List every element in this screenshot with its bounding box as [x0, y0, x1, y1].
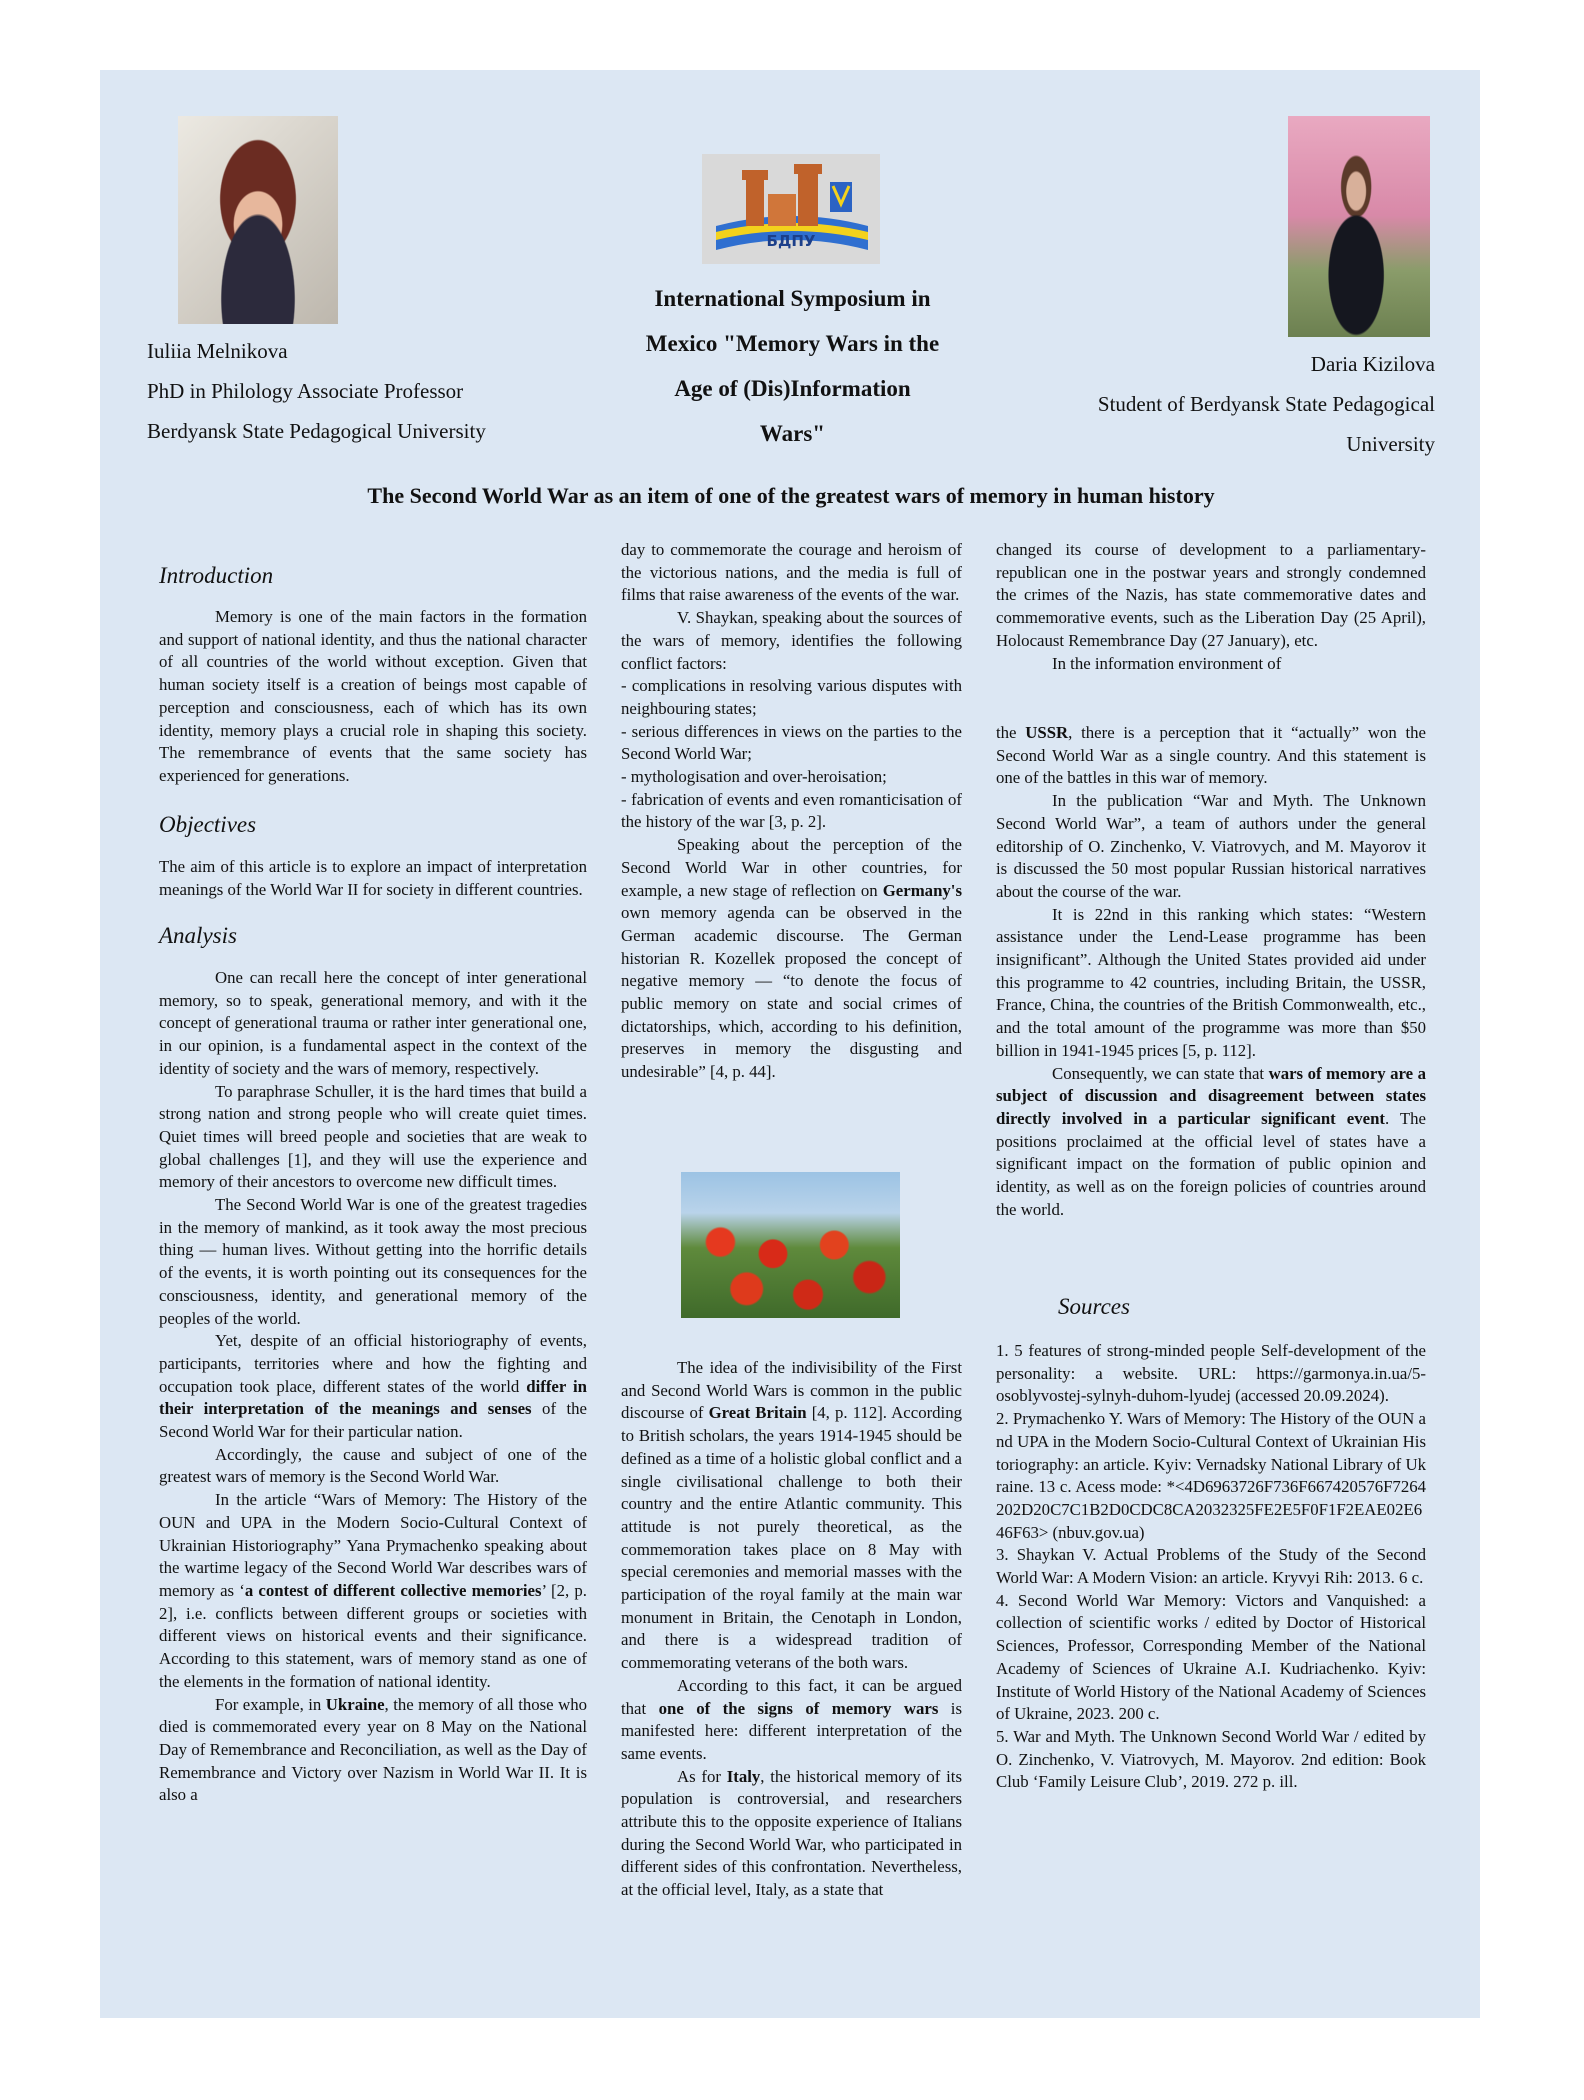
symposium-line: Wars" — [759, 421, 826, 446]
analysis-heading: Analysis — [159, 923, 237, 948]
introduction-heading: Introduction — [159, 563, 274, 588]
sources-list — [996, 1340, 1426, 1794]
author-left — [147, 331, 567, 451]
author-right-name: Daria Kizilova — [1310, 352, 1435, 376]
column-3-top — [996, 539, 1426, 675]
paragraph: The idea of the indivisibility of the First and Second World Wars is common in the public discourse of Great Britain [4, p. 112]. According to British scholars, the years 1914-1945 should be defined as a time of a holistic global conflict and a single civilisational challenge to both their country and the entire Atlantic community. This attitude is not purely theoretical, as the commemoration takes place on 8 May with special ceremonies and memorial masses with the participation of the royal family at the main war monument in Britain, the Cenotaph in London, and there is a widespread tradition of commemorating veterans of the both wars. — [621, 1358, 963, 1673]
paragraph: the USSR, there is a perception that it “actually” won the Second World War as a single country. And this statement is one of the battles in this war of memory. — [996, 723, 1426, 788]
paragraph: Speaking about the perception of the Second World War in other countries, for example, a new stage of reflection on Germany's own memory agenda can be observed in the German academic discourse. The German historian R. Kozellek proposed the concept of negative memory — “to denote the focus of public memory on state and social crimes of dictatorships, which, according to his definition, preserves in memory the disgusting and undesirable” [4, p. 44]. — [621, 835, 962, 1082]
list-item: - fabrication of events and even romanticisation of the history of the war [3, p. 2]. — [621, 789, 962, 832]
paragraph: According to this fact, it can be argued that one of the signs of memory wars is manifested here: different interpretation of the same events. — [621, 1675, 962, 1763]
column-2-bottom — [621, 1357, 962, 1902]
paragraph: In the publication “War and Myth. The Unknown Second World War”, a team of authors under the general editorship of O. Zinchenko, V. Viatrovych, and M. Mayorov it is discussed the 50 most popular Russian historical narratives about the course of the war. — [996, 791, 1426, 901]
analysis-paragraph: To paraphrase Schuller, it is the hard times that build a strong nation and strong people who will create quiet times. Quiet times will breed people and societies that are weak to global challenges [1], and they will use the experience and memory of their ancestors to overcome new difficult times. — [159, 1081, 587, 1192]
poppy-field-image — [681, 1172, 900, 1318]
analysis-paragraph: The Second World War is one of the greatest tragedies in the memory of mankind, as it took away the most precious thing — human lives. Without getting into the horrific details of the events, it is worth pointing out its consequences for the consciousness, identity, and generational memory of the peoples of the world. — [159, 1195, 587, 1328]
analysis-paragraph: Accordingly, the cause and subject of one of the greatest wars of memory is the Second World War. — [159, 1444, 587, 1487]
column-2-top — [621, 539, 962, 1084]
paper-title: The Second World War as an item of one of the greatest wars of memory in human history — [367, 483, 1215, 508]
paragraph: As for Italy, the historical memory of its population is controversial, and researchers attribute this to the opposite experience of Italians during the Second World War, who participated in different sides of this confrontation. Nevertheless, at the official level, Italy, as a state that — [621, 1766, 962, 1900]
source-item: 1. 5 features of strong-minded people Self-development of the personality: a website. URL: https://garmonya.in.ua/5-osoblyvostej-sylnyh-duhom-lyudej (accessed 20.09.2024). — [996, 1341, 1426, 1406]
svg-text:БДПУ: БДПУ — [766, 232, 816, 250]
paragraph: day to commemorate the courage and heroism of the victorious nations, and the media is full of films that raise awareness of the events of the war. — [621, 540, 962, 605]
author-right-title: Student of Berdyansk State Pedagogical — [1097, 392, 1435, 416]
objectives-heading: Objectives — [159, 812, 257, 837]
symposium-title — [610, 276, 975, 456]
author-left-title: PhD in Philology Associate Professor — [147, 379, 464, 403]
list-item: - serious differences in views on the parties to the Second World War; — [621, 721, 962, 764]
paragraph: In the information environment of — [1052, 653, 1282, 673]
sources-heading: Sources — [1058, 1294, 1130, 1319]
paragraph: changed its course of development to a parliamentary-republican one in the postwar years and strongly condemned the crimes of the Nazis, has state commemorative dates and commemorative events, such as the Liberation Day (25 April), Holocaust Remembrance Day (27 January), etc. — [996, 540, 1426, 650]
source-item: 3. Shaykan V. Actual Problems of the Study of the Second World War: A Modern Vision: an article. Kryvyi Rih: 2013. 6 c. — [996, 1545, 1426, 1588]
analysis-paragraph: For example, in Ukraine, the memory of all those who died is commemorated every year on 8 May on the National Day of Remembrance and Reconciliation, as well as the Day of Remembrance and Victory over Nazism in World War II. It is also a — [159, 1694, 587, 1805]
paragraph: It is 22nd in this ranking which states: “Western assistance under the Lend-Lease programme has been insignificant”. Although the United States provided aid under this programme to 42 countries, including Britain, the USSR, France, China, the countries of the British Commonwealth, etc., and the total amount of the programme was more than $50 billion in 1941-1945 prices [5, p. 112]. — [996, 904, 1426, 1060]
author-photo-left — [178, 116, 338, 324]
column-3-middle — [996, 722, 1426, 1221]
symposium-line: Age of (Dis)Information — [674, 376, 911, 401]
source-item: 5. War and Myth. The Unknown Second World War / edited by O. Zinchenko, V. Viatrovych, M. Mayorov. 2nd edition: Book Club ‘Family Leisure Club’, 2019. 272 p. ill. — [996, 1726, 1426, 1792]
analysis-paragraph: In the article “Wars of Memory: The History of the OUN and UPA in the Modern Socio-Cultural Context of Ukrainian Historiography” Yana Prymachenko speaking about the wartime legacy of the Second World War describes wars of memory as ‘a contest of different collective memories’ [2, p. 2], i.e. conflicts between different groups or societies with different views on historical events and their significance. According to this statement, wars of memory stand as one of the elements in the formation of national identity. — [159, 1490, 587, 1691]
symposium-line: Mexico "Memory Wars in the — [645, 331, 940, 356]
analysis-paragraph: One can recall here the concept of inter generational memory, so to speak, generational memory, and with it the concept of generational trauma or rather inter generational one, in our opinion, is a fundamental aspect in the context of the identity of society and the wars of memory, respectively. — [159, 968, 587, 1078]
symposium-line: International Symposium in — [654, 286, 931, 311]
author-right — [1040, 344, 1435, 464]
author-left-affiliation: Berdyansk State Pedagogical University — [147, 419, 486, 443]
source-item: 4. Second World War Memory: Victors and Vanquished: a collection of scientific works / edited by Doctor of Historical Sciences, Professor, Corresponding Member of the National Academy of Sciences of Ukraine A.I. Kudriachenko. Kyiv: Institute of World History of the National Academy of Sciences of Ukraine, 2023. 200 c. — [996, 1590, 1426, 1724]
analysis-body — [159, 967, 587, 1807]
author-left-name: Iuliia Melnikova — [147, 339, 288, 363]
paragraph: V. Shaykan, speaking about the sources of the wars of memory, identifies the following conflict factors: — [621, 608, 962, 673]
list-item: - mythologisation and over-heroisation; — [621, 767, 887, 787]
university-logo — [702, 154, 880, 264]
author-photo-right — [1288, 116, 1430, 337]
analysis-paragraph: Yet, despite of an official historiography of events, participants, territories where and how the fighting and occupation took place, different states of the world differ in their interpretation of the meanings and senses of the Second World War for their particular nation. — [159, 1331, 587, 1442]
introduction-paragraph: Memory is one of the main factors in the formation and support of national identity, and thus the national character of all countries of the world without exception. Given that human society itself is a creation of beings most capable of perception and consciousness, each of which has its own identity, memory plays a crucial role in shaping this society. The remembrance of events that the same society has experienced for generations. — [159, 607, 587, 785]
objectives-paragraph: The aim of this article is to explore an impact of interpretation meanings of the World War II for society in different countries. — [159, 857, 587, 899]
list-item: - complications in resolving various disputes with neighbouring states; — [621, 676, 962, 718]
paragraph: Consequently, we can state that wars of memory are a subject of discussion and disagreement between states directly involved in a particular significant event. The positions proclaimed at the official level of states have a significant impact on the formation of public opinion and identity, as well as on the foreign policies of countries around the world. — [996, 1063, 1427, 1219]
source-item: 2. Prymachenko Y. Wars of Memory: The History of the OUN and UPA in the Modern Socio-Cultural Context of Ukrainian Historiography: an article. Kyiv: Vernadsky National Library of Ukraine. 13 c. Acess mode: *<4D6963726F736F667420576F7264202D20C7C1B2D0CDC8CA2032325FE2E5F0F1F2EAE02E646F63> (nbuv.gov.ua) — [996, 1409, 1426, 1542]
author-right-affiliation: University — [1346, 432, 1435, 456]
